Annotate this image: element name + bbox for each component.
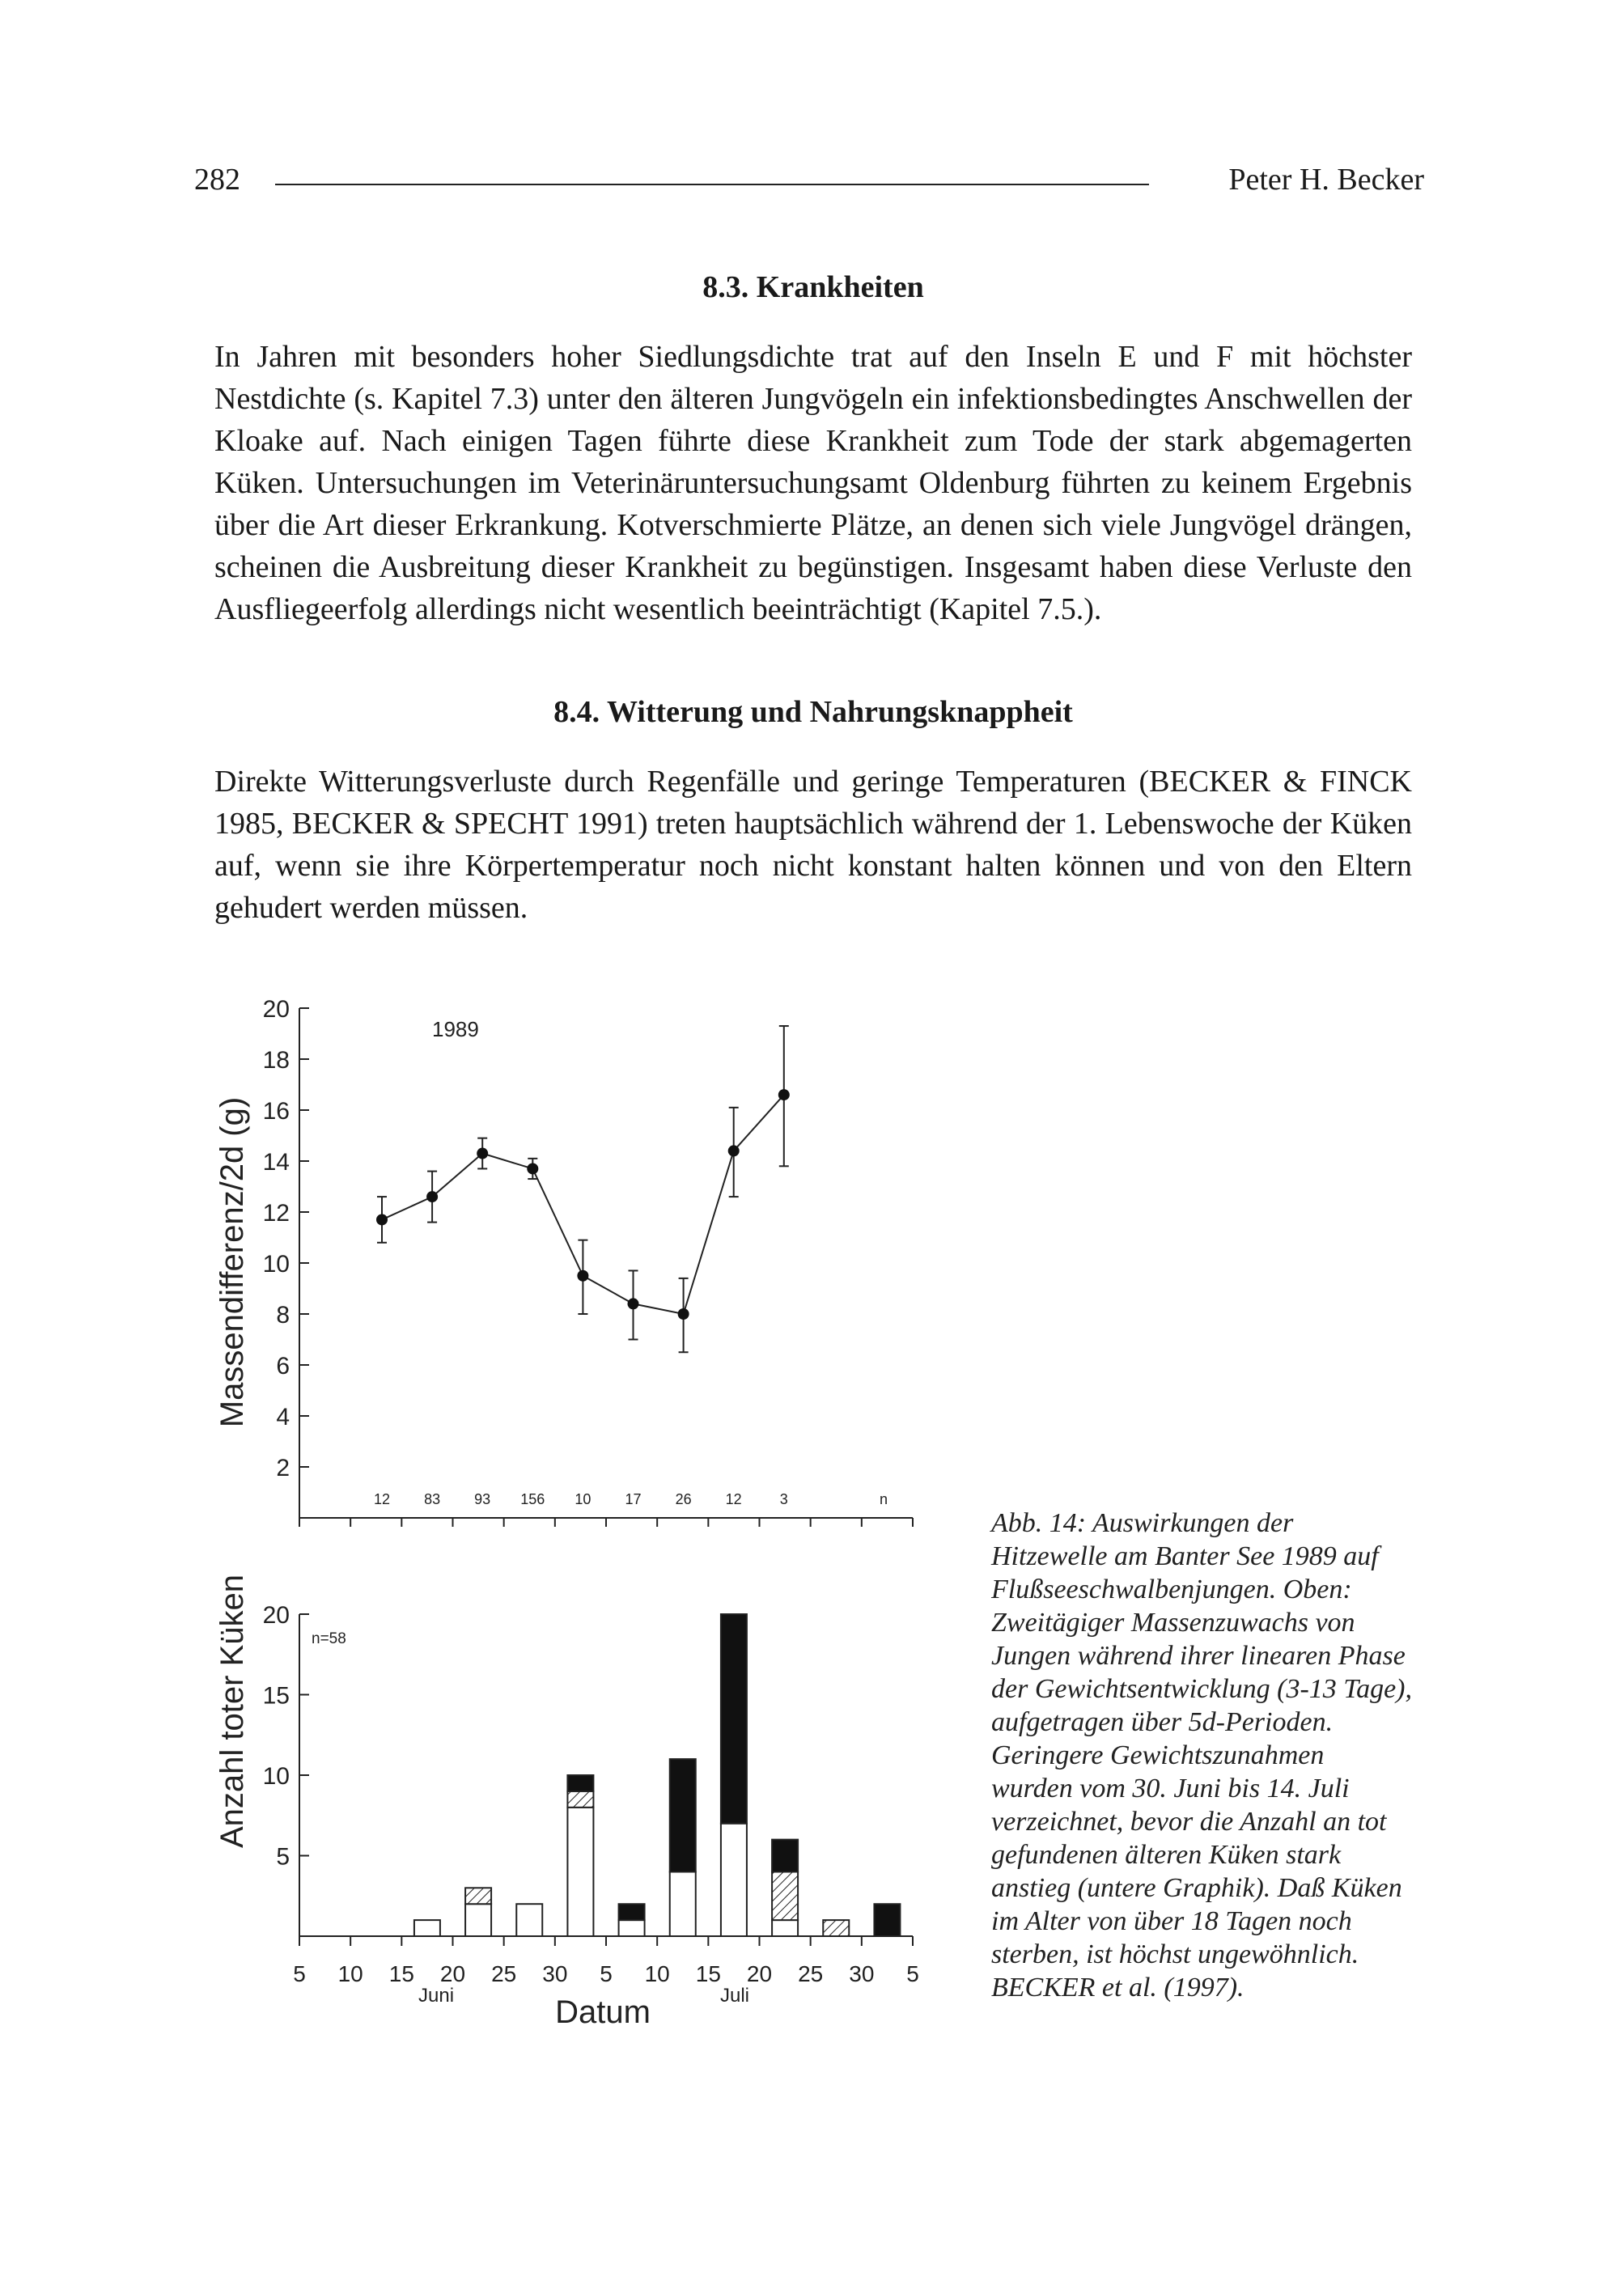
bar-segment-black xyxy=(772,1840,798,1872)
n-label: 83 xyxy=(424,1491,441,1507)
x-tick-label: 5 xyxy=(906,1961,919,1986)
section-heading-witterung: 8.4. Witterung und Nahrungsknappheit xyxy=(553,695,1073,729)
y-tick-label: 20 xyxy=(262,1602,290,1629)
bar-segment-hatched xyxy=(567,1791,593,1808)
x-tick-label: 20 xyxy=(746,1961,773,1986)
x-axis-title: Datum xyxy=(555,1994,651,2030)
figure-caption: Abb. 14: Auswirkungen der Hitzewelle am Banter See 1989 auf Flußseeschwalbenjungen. Oben: Zweitägiger Massenzuwachs von Jungen während ihrer linearen Phase der Gewichtsentwicklung (3-13 Tage), aufgetragen über 5d-Perioden. Geringere Gewichtszunahmen wurden vom 30. Juni bis 14. Juli verzeichnet, bevor die Anzahl an tot gefundenen älteren Küken stark anstieg (untere Graphik). Daß Küken im Alter von über 18 Tagen noch sterben, ist höchst ungewöhnlich. BECKER et al. (1997). xyxy=(991,1508,1412,2003)
bar-segment-white xyxy=(721,1824,747,1936)
paragraph-krankheiten: In Jahren mit besonders hoher Siedlungsdichte trat auf den Inseln E und F mit höchster Nestdichte (s. Kapitel 7.3) unter den älteren Jungvögeln ein infektionsbedingtes Anschwellen der Kloake auf. Nach einigen Tagen führte diese Krankheit zum Tode der stark abgemagerten Küken. Untersuchungen im Veterinäruntersuchungsamt Oldenburg führten zu keinem Ergebnis über die Art dieser Erkrankung. Kotverschmierte Plätze, an denen sich viele Jungvögel drängen, scheinen die Ausbreitung dieser Krankheit zu begünstigen. Insgesamt haben diese Verluste den Ausfliegeerfolg allerdings nicht wesentlich beeinträchtigt (Kapitel 7.5.). xyxy=(214,340,1412,626)
bar-segment-black xyxy=(619,1904,645,1920)
x-tick-label: 25 xyxy=(798,1961,824,1986)
n-label: 10 xyxy=(575,1491,592,1507)
bar-segment-white xyxy=(772,1920,798,1936)
y-tick-label: 10 xyxy=(262,1251,290,1278)
page-number: 282 xyxy=(194,163,240,197)
bar-segment-black xyxy=(567,1775,593,1791)
bar-segment-white xyxy=(516,1904,542,1936)
bar-segment-white xyxy=(414,1920,440,1936)
n-label: 156 xyxy=(520,1491,545,1507)
y-tick-label: 6 xyxy=(276,1353,290,1380)
data-point xyxy=(376,1214,388,1225)
bar-segment-hatched xyxy=(465,1888,491,1904)
data-point xyxy=(577,1270,588,1282)
x-tick-label: 10 xyxy=(337,1961,363,1986)
x-tick-label: 10 xyxy=(644,1961,670,1986)
bar-segment-white xyxy=(670,1871,696,1936)
data-point xyxy=(728,1145,740,1156)
x-tick-label: 15 xyxy=(695,1961,721,1986)
x-tick-label: 30 xyxy=(849,1961,875,1986)
n-label: 17 xyxy=(625,1491,642,1507)
y-axis-label-mass: Massendifferenz/2d (g) xyxy=(214,1096,250,1428)
bar-segment-hatched xyxy=(823,1920,849,1936)
x-tick-label: 30 xyxy=(542,1961,568,1986)
x-tick-label: 25 xyxy=(491,1961,517,1986)
y-tick-label: 10 xyxy=(262,1763,290,1790)
n-label: 12 xyxy=(373,1491,391,1507)
bar-segment-white xyxy=(465,1904,491,1936)
y-axis-label-dead: Anzahl toter Küken xyxy=(214,1575,250,1848)
y-tick-label: 8 xyxy=(276,1302,290,1329)
n-label: n xyxy=(879,1491,888,1507)
y-tick-label: 5 xyxy=(276,1843,290,1871)
bar-segment-black xyxy=(874,1904,900,1936)
n-label: 12 xyxy=(725,1491,742,1507)
x-tick-label: 5 xyxy=(293,1961,306,1986)
y-tick-label: 16 xyxy=(262,1098,290,1125)
data-point xyxy=(527,1163,538,1174)
dead-chicks-chart xyxy=(214,1575,919,2030)
mass-gain-chart xyxy=(214,996,913,1527)
data-point xyxy=(778,1089,790,1100)
y-tick-label: 2 xyxy=(276,1455,290,1481)
x-tick-label: 20 xyxy=(439,1961,466,1986)
x-tick-label: 5 xyxy=(600,1961,613,1986)
data-point xyxy=(678,1308,689,1320)
bar-segment-black xyxy=(721,1614,747,1824)
bar-segment-black xyxy=(670,1759,696,1871)
n-label: 3 xyxy=(779,1491,788,1507)
n-annotation: n=58 xyxy=(312,1630,346,1647)
x-tick-label: 15 xyxy=(388,1961,414,1986)
data-point xyxy=(477,1148,488,1159)
paragraph-witterung: Direkte Witterungsverluste durch Regenfälle und geringe Temperaturen (BECKER & FINCK 1985, BECKER & SPECHT 1991) treten hauptsächlich während der 1. Lebenswoche der Küken auf, wenn sie ihre Körpertemperatur noch nicht konstant halten können und von den Eltern gehudert werden müssen. xyxy=(214,765,1412,925)
n-label: 93 xyxy=(474,1491,491,1507)
section-heading-krankheiten: 8.3. Krankheiten xyxy=(702,270,924,304)
month-label-juni: Juni xyxy=(418,1985,455,2007)
bar-segment-hatched xyxy=(772,1871,798,1920)
n-label: 26 xyxy=(675,1491,692,1507)
month-label-juli: Juli xyxy=(720,1985,750,2007)
bar-segment-white xyxy=(619,1920,645,1936)
bar-segment-white xyxy=(567,1808,593,1936)
data-point xyxy=(426,1191,438,1202)
y-tick-label: 4 xyxy=(276,1404,290,1430)
chart-title: 1989 xyxy=(432,1017,479,1041)
running-author: Peter H. Becker xyxy=(1228,163,1424,197)
y-tick-label: 20 xyxy=(262,996,290,1023)
data-point xyxy=(628,1298,639,1309)
y-tick-label: 14 xyxy=(262,1149,290,1176)
y-tick-label: 12 xyxy=(262,1200,290,1227)
y-tick-label: 18 xyxy=(262,1047,290,1074)
y-tick-label: 15 xyxy=(262,1682,290,1710)
